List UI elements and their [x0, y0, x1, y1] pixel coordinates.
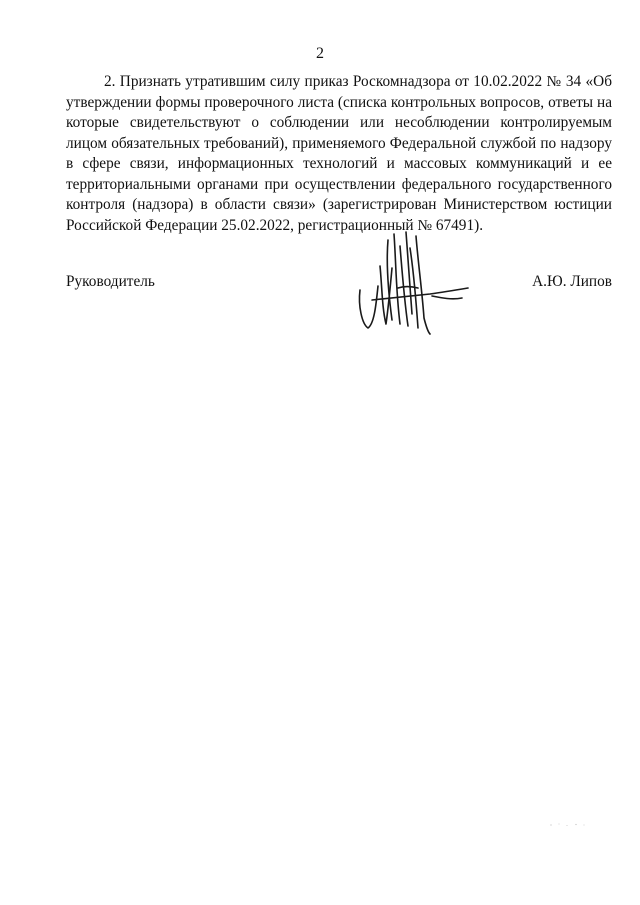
paragraph-item-2: 2. Признать утратившим силу приказ Роскомнадзора от 10.02.2022 № 34 «Об утверждении формы проверочного листа (списка контрольных вопросов, ответы на которые свидетельствуют о соблюдении или несоблюдении контролируемым лицом обязательных требований), применяемого Федеральной службой по надзору в сфере связи, информационных технологий и массовых коммуникаций и ее территориальными органами при осуществлении федерального государственного контроля (надзора) в области связи» (зарегистрирован Министерством юстиции Российской Федерации 25.02.2022, регистрационный № 67491).: [66, 73, 612, 234]
signer-role: Руководитель: [66, 273, 155, 290]
signature-block: [66, 271, 612, 293]
handwritten-signature-icon: [352, 228, 472, 336]
signer-name: А.Ю. Липов: [532, 273, 612, 290]
scan-noise-icon: [548, 822, 588, 828]
page-number: 2: [316, 45, 324, 62]
